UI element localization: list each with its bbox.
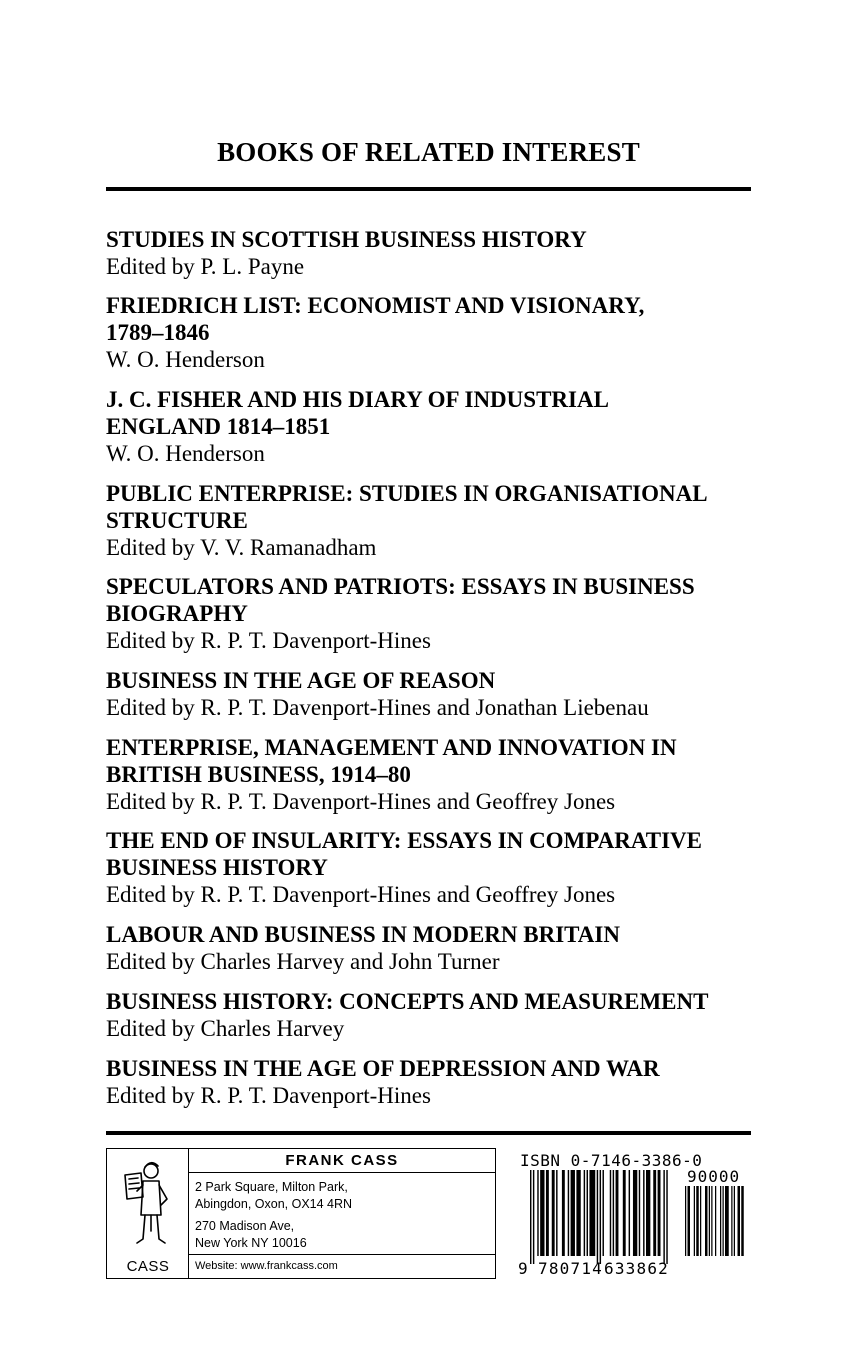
book-author: Edited by R. P. T. Davenport-Hines and Geoffrey Jones [106, 789, 616, 814]
book-entry [106, 292, 754, 373]
book-author: Edited by R. P. T. Davenport-Hines [106, 1083, 431, 1108]
book-entry [106, 386, 754, 467]
book-title-line1: J. C. FISHER AND HIS DIARY OF INDUSTRIAL [106, 387, 609, 412]
barcode-bar [731, 1186, 732, 1256]
book-entry [106, 827, 754, 908]
book-title: STUDIES IN SCOTTISH BUSINESS HISTORY [106, 227, 587, 252]
barcode-bar [688, 1186, 691, 1256]
book-title: BUSINESS IN THE AGE OF REASON [106, 668, 496, 693]
book-author: W. O. Henderson [106, 347, 265, 372]
book-title-line1: THE END OF INSULARITY: ESSAYS IN COMPARATIVE [106, 828, 702, 853]
barcode-bar [700, 1186, 701, 1256]
barcode-bar [711, 1186, 712, 1256]
ean-digit-group: 633862 [604, 1259, 669, 1278]
book-author: Edited by Charles Harvey and John Turner [106, 949, 500, 974]
book-author: Edited by Charles Harvey [106, 1016, 345, 1041]
barcode-bar [613, 1170, 614, 1256]
barcode-bar [658, 1170, 661, 1256]
book-title-line2: BIOGRAPHY [106, 601, 248, 626]
barcode-bar [616, 1170, 619, 1256]
barcode-bar [571, 1170, 575, 1256]
book-entry [106, 921, 754, 975]
barcode-bar [709, 1186, 710, 1256]
barcode-bar [552, 1170, 555, 1256]
barcode-bar [715, 1186, 716, 1256]
address-line: 2 Park Square, Milton Park, [195, 1180, 348, 1194]
barcode-bar [663, 1170, 664, 1264]
barcode-bar [720, 1186, 721, 1256]
book-entry [106, 480, 754, 561]
publisher-box [106, 1148, 496, 1279]
barcode-bar [696, 1186, 699, 1256]
book-entry [106, 573, 754, 654]
price-code: 90000 [687, 1167, 741, 1186]
barcode-bar [666, 1170, 667, 1264]
barcode-bar [685, 1186, 686, 1256]
barcode-bar [734, 1186, 735, 1256]
book-title: BUSINESS IN THE AGE OF DEPRESSION AND WAR [106, 1056, 660, 1081]
book-title-line1: PUBLIC ENTERPRISE: STUDIES IN ORGANISATIONAL [106, 481, 708, 506]
address-line: New York NY 10016 [195, 1236, 307, 1250]
barcode-bar [587, 1170, 588, 1256]
top-divider [106, 187, 751, 191]
us-address [195, 1218, 307, 1252]
barcode-bar [643, 1170, 644, 1256]
barcode-bar [705, 1186, 708, 1256]
barcode-bar [629, 1170, 630, 1256]
barcode-bar [537, 1170, 538, 1256]
publisher-website: Website: www.frankcass.com [189, 1254, 495, 1278]
book-title-line1: SPECULATORS AND PATRIOTS: ESSAYS IN BUSINESS [106, 574, 695, 599]
book-title-line1: FRIEDRICH LIST: ECONOMIST AND VISIONARY, [106, 293, 645, 318]
barcode-bar [741, 1186, 744, 1256]
book-title: LABOUR AND BUSINESS IN MODERN BRITAIN [106, 922, 620, 947]
book-title-line2: 1789–1846 [106, 320, 210, 345]
book-title-line2: STRUCTURE [106, 508, 248, 533]
barcode-bar [589, 1170, 595, 1256]
barcode-bar [646, 1170, 650, 1256]
barcode-bar [623, 1170, 626, 1256]
barcode-bar [556, 1170, 557, 1256]
page-title: BOOKS OF RELATED INTEREST [217, 137, 640, 167]
barcode-bar [540, 1170, 544, 1256]
barcode-bar [584, 1170, 585, 1256]
book-entry [106, 1055, 754, 1109]
barcode-bar [568, 1170, 569, 1256]
barcode-bar [600, 1170, 601, 1264]
book-entry [106, 988, 754, 1042]
book-author: Edited by R. P. T. Davenport-Hines and Geoffrey Jones [106, 882, 616, 907]
barcode-bar [653, 1170, 656, 1256]
book-author: Edited by R. P. T. Davenport-Hines [106, 628, 431, 653]
barcode-bar [610, 1170, 611, 1256]
book-entry [106, 667, 754, 721]
address-line: Abingdon, Oxon, OX14 4RN [195, 1197, 353, 1211]
barcode-bar [533, 1170, 534, 1264]
isbn-label: ISBN 0-7146-3386-0 [520, 1151, 703, 1170]
ean-first-digit: 9 [518, 1259, 528, 1278]
ean-barcode [530, 1170, 670, 1268]
barcode-bar [603, 1170, 604, 1256]
book-author: W. O. Henderson [106, 441, 265, 466]
book-author: Edited by V. V. Ramanadham [106, 535, 377, 560]
barcode-bar [546, 1170, 549, 1256]
address-line: 270 Madison Ave, [195, 1219, 295, 1233]
reading-man-icon [117, 1155, 179, 1257]
publisher-logo [107, 1149, 189, 1278]
book-title-line1: ENTERPRISE, MANAGEMENT AND INNOVATION IN [106, 735, 677, 760]
barcode-bar [738, 1186, 741, 1256]
publisher-name: FRANK CASS [189, 1149, 495, 1173]
book-title-line2: BUSINESS HISTORY [106, 855, 328, 880]
book-title-line2: BRITISH BUSINESS, 1914–80 [106, 762, 411, 787]
barcode-bar [562, 1170, 565, 1256]
book-author: Edited by P. L. Payne [106, 254, 305, 279]
addon-barcode [685, 1186, 751, 1268]
barcode-bar [725, 1186, 729, 1256]
barcode-bar [639, 1170, 640, 1256]
logo-text: CASS [126, 1258, 170, 1275]
book-entry [106, 226, 754, 280]
barcode-bar [576, 1170, 580, 1256]
barcode-bar [633, 1170, 637, 1256]
barcode-bar [694, 1186, 695, 1256]
barcode-bar [597, 1170, 598, 1264]
ean-digit-group: 780714 [538, 1259, 603, 1278]
book-entry [106, 734, 754, 815]
barcode-bar [723, 1186, 724, 1256]
book-author: Edited by R. P. T. Davenport-Hines and Jonathan Liebenau [106, 695, 649, 720]
book-title-line2: ENGLAND 1814–1851 [106, 414, 331, 439]
bottom-divider [106, 1131, 751, 1135]
uk-address [195, 1179, 352, 1213]
book-title: BUSINESS HISTORY: CONCEPTS AND MEASUREMENT [106, 989, 709, 1014]
barcode-bar [530, 1170, 531, 1264]
